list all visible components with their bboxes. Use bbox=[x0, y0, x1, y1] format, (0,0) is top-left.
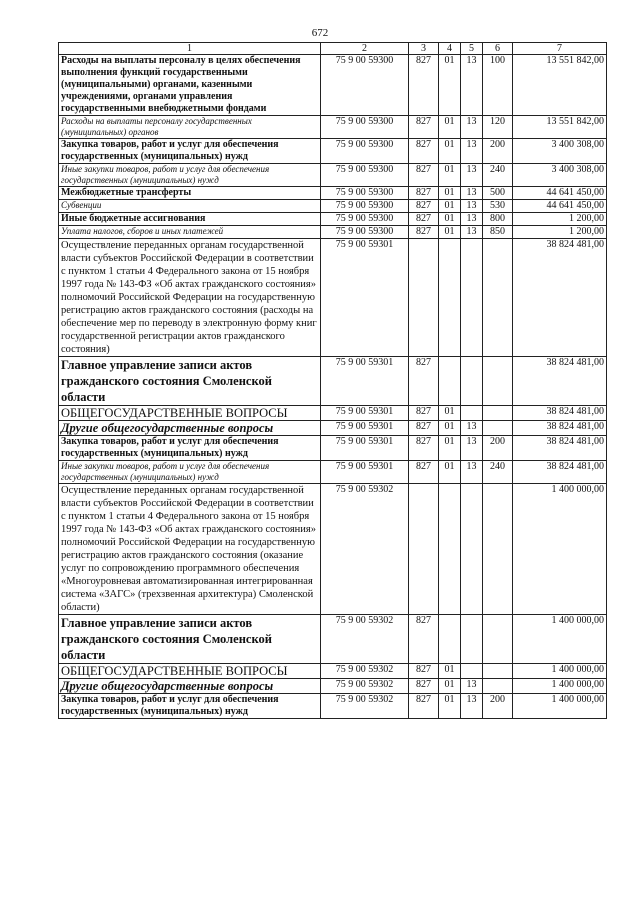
section-code-cell: 01 bbox=[439, 406, 461, 421]
table-row bbox=[59, 239, 607, 357]
budget-table bbox=[58, 42, 607, 719]
expense-type-cell: 120 bbox=[483, 116, 513, 139]
expense-name-cell: Главное управление записи актов гражданского состояния Смоленской области bbox=[59, 357, 321, 406]
subsection-code-cell: 13 bbox=[461, 116, 483, 139]
expense-name-cell: Главное управление записи актов гражданского состояния Смоленской области bbox=[59, 615, 321, 664]
table-row bbox=[59, 357, 607, 406]
expense-name-cell: Межбюджетные трансферты bbox=[59, 187, 321, 200]
expense-name-cell: ОБЩЕГОСУДАРСТВЕННЫЕ ВОПРОСЫ bbox=[59, 664, 321, 679]
section-code-cell: 01 bbox=[439, 461, 461, 484]
expense-name-cell: Иные закупки товаров, работ и услуг для обеспечения государственных (муниципальных) нужд bbox=[59, 164, 321, 187]
table-row bbox=[59, 164, 607, 187]
table-row bbox=[59, 436, 607, 461]
expense-name-cell: Осуществление переданных органам государственной власти субъектов Российской Федерации в соответствии с пунктом 1 статьи 4 Федерального закона от 15 ноября 1997 года № 143-ФЗ «Об актах гражданского состояния» полномочий Российской Федерации на государственную регистрацию актов гражданского состояния (расходы на обеспечение мер по переводу в электронную форму книг государственной регистрации актов гражданского состояния) bbox=[59, 239, 321, 357]
expense-type-cell bbox=[483, 357, 513, 406]
subsection-code-cell: 13 bbox=[461, 226, 483, 239]
department-code-cell: 827 bbox=[409, 421, 439, 436]
subsection-code-cell bbox=[461, 239, 483, 357]
amount-cell: 44 641 450,00 bbox=[513, 187, 607, 200]
section-code-cell: 01 bbox=[439, 164, 461, 187]
department-code-cell: 827 bbox=[409, 116, 439, 139]
expense-type-cell: 200 bbox=[483, 139, 513, 164]
section-code-cell: 01 bbox=[439, 55, 461, 116]
department-code-cell: 827 bbox=[409, 164, 439, 187]
column-header: 4 bbox=[439, 43, 461, 55]
amount-cell: 3 400 308,00 bbox=[513, 139, 607, 164]
expense-name-cell: ОБЩЕГОСУДАРСТВЕННЫЕ ВОПРОСЫ bbox=[59, 406, 321, 421]
table-row bbox=[59, 226, 607, 239]
amount-cell: 1 400 000,00 bbox=[513, 679, 607, 694]
table-header-row bbox=[59, 43, 607, 55]
target-code-cell: 75 9 00 59302 bbox=[321, 615, 409, 664]
department-code-cell: 827 bbox=[409, 55, 439, 116]
target-code-cell: 75 9 00 59300 bbox=[321, 213, 409, 226]
section-code-cell bbox=[439, 239, 461, 357]
department-code-cell: 827 bbox=[409, 200, 439, 213]
expense-type-cell bbox=[483, 421, 513, 436]
amount-cell: 1 400 000,00 bbox=[513, 694, 607, 719]
expense-type-cell: 240 bbox=[483, 461, 513, 484]
target-code-cell: 75 9 00 59302 bbox=[321, 679, 409, 694]
department-code-cell bbox=[409, 484, 439, 615]
section-code-cell: 01 bbox=[439, 226, 461, 239]
department-code-cell: 827 bbox=[409, 187, 439, 200]
section-code-cell: 01 bbox=[439, 664, 461, 679]
expense-type-cell: 200 bbox=[483, 436, 513, 461]
amount-cell: 44 641 450,00 bbox=[513, 200, 607, 213]
amount-cell: 1 400 000,00 bbox=[513, 484, 607, 615]
table-row bbox=[59, 406, 607, 421]
subsection-code-cell: 13 bbox=[461, 164, 483, 187]
target-code-cell: 75 9 00 59300 bbox=[321, 116, 409, 139]
page-number: 672 bbox=[311, 27, 329, 39]
table-row bbox=[59, 615, 607, 664]
amount-cell: 1 400 000,00 bbox=[513, 615, 607, 664]
section-code-cell: 01 bbox=[439, 213, 461, 226]
target-code-cell: 75 9 00 59302 bbox=[321, 484, 409, 615]
expense-type-cell bbox=[483, 679, 513, 694]
department-code-cell: 827 bbox=[409, 664, 439, 679]
subsection-code-cell: 13 bbox=[461, 436, 483, 461]
column-header: 7 bbox=[513, 43, 607, 55]
subsection-code-cell: 13 bbox=[461, 187, 483, 200]
target-code-cell: 75 9 00 59300 bbox=[321, 55, 409, 116]
department-code-cell bbox=[409, 239, 439, 357]
section-code-cell: 01 bbox=[439, 694, 461, 719]
department-code-cell: 827 bbox=[409, 226, 439, 239]
target-code-cell: 75 9 00 59301 bbox=[321, 421, 409, 436]
section-code-cell bbox=[439, 357, 461, 406]
table-row bbox=[59, 187, 607, 200]
expense-type-cell: 240 bbox=[483, 164, 513, 187]
section-code-cell: 01 bbox=[439, 139, 461, 164]
expense-type-cell bbox=[483, 615, 513, 664]
table-row bbox=[59, 694, 607, 719]
expense-name-cell: Осуществление переданных органам государственной власти субъектов Российской Федерации в соответствии с пунктом 1 статьи 4 Федерального закона от 15 ноября 1997 года № 143-ФЗ «Об актах гражданского состояния» полномочий Российской Федерации на государственную регистрацию актов гражданского состояния (оказание услуг по сопровождению программного обеспечения «Многоуровневая автоматизированная интегрированная система «ЗАГС» (трехзвенная архитектура) Смоленской области) bbox=[59, 484, 321, 615]
table-row bbox=[59, 679, 607, 694]
subsection-code-cell: 13 bbox=[461, 461, 483, 484]
expense-name-cell: Уплата налогов, сборов и иных платежей bbox=[59, 226, 321, 239]
expense-name-cell: Иные закупки товаров, работ и услуг для обеспечения государственных (муниципальных) нужд bbox=[59, 461, 321, 484]
expense-type-cell: 500 bbox=[483, 187, 513, 200]
subsection-code-cell: 13 bbox=[461, 200, 483, 213]
section-code-cell: 01 bbox=[439, 421, 461, 436]
expense-type-cell: 530 bbox=[483, 200, 513, 213]
subsection-code-cell: 13 bbox=[461, 55, 483, 116]
amount-cell: 38 824 481,00 bbox=[513, 436, 607, 461]
expense-type-cell bbox=[483, 406, 513, 421]
table-row bbox=[59, 484, 607, 615]
department-code-cell: 827 bbox=[409, 679, 439, 694]
department-code-cell: 827 bbox=[409, 406, 439, 421]
subsection-code-cell: 13 bbox=[461, 139, 483, 164]
target-code-cell: 75 9 00 59301 bbox=[321, 406, 409, 421]
table-row bbox=[59, 139, 607, 164]
amount-cell: 3 400 308,00 bbox=[513, 164, 607, 187]
amount-cell: 13 551 842,00 bbox=[513, 55, 607, 116]
expense-type-cell bbox=[483, 664, 513, 679]
subsection-code-cell: 13 bbox=[461, 679, 483, 694]
subsection-code-cell bbox=[461, 406, 483, 421]
target-code-cell: 75 9 00 59300 bbox=[321, 164, 409, 187]
subsection-code-cell bbox=[461, 664, 483, 679]
column-header: 3 bbox=[409, 43, 439, 55]
expense-type-cell bbox=[483, 484, 513, 615]
department-code-cell: 827 bbox=[409, 461, 439, 484]
expense-name-cell: Закупка товаров, работ и услуг для обеспечения государственных (муниципальных) нужд bbox=[59, 139, 321, 164]
column-header: 6 bbox=[483, 43, 513, 55]
table-row bbox=[59, 55, 607, 116]
section-code-cell bbox=[439, 615, 461, 664]
target-code-cell: 75 9 00 59301 bbox=[321, 239, 409, 357]
department-code-cell: 827 bbox=[409, 694, 439, 719]
target-code-cell: 75 9 00 59300 bbox=[321, 139, 409, 164]
subsection-code-cell: 13 bbox=[461, 421, 483, 436]
subsection-code-cell bbox=[461, 357, 483, 406]
subsection-code-cell: 13 bbox=[461, 213, 483, 226]
amount-cell: 38 824 481,00 bbox=[513, 357, 607, 406]
target-code-cell: 75 9 00 59302 bbox=[321, 694, 409, 719]
section-code-cell: 01 bbox=[439, 436, 461, 461]
target-code-cell: 75 9 00 59301 bbox=[321, 436, 409, 461]
expense-name-cell: Субвенции bbox=[59, 200, 321, 213]
target-code-cell: 75 9 00 59300 bbox=[321, 226, 409, 239]
amount-cell: 38 824 481,00 bbox=[513, 421, 607, 436]
table-row bbox=[59, 461, 607, 484]
table-row bbox=[59, 200, 607, 213]
target-code-cell: 75 9 00 59302 bbox=[321, 664, 409, 679]
amount-cell: 13 551 842,00 bbox=[513, 116, 607, 139]
target-code-cell: 75 9 00 59300 bbox=[321, 200, 409, 213]
amount-cell: 38 824 481,00 bbox=[513, 239, 607, 357]
subsection-code-cell: 13 bbox=[461, 694, 483, 719]
expense-name-cell: Другие общегосударственные вопросы bbox=[59, 421, 321, 436]
expense-type-cell: 800 bbox=[483, 213, 513, 226]
column-header: 5 bbox=[461, 43, 483, 55]
expense-name-cell: Закупка товаров, работ и услуг для обеспечения государственных (муниципальных) нужд bbox=[59, 436, 321, 461]
table-row bbox=[59, 421, 607, 436]
table-row bbox=[59, 213, 607, 226]
section-code-cell: 01 bbox=[439, 187, 461, 200]
expense-name-cell: Расходы на выплаты персоналу государственных (муниципальных) органов bbox=[59, 116, 321, 139]
expense-name-cell: Расходы на выплаты персоналу в целях обеспечения выполнения функций государственными (муниципальными) органами, казенными учреждениями, органами управления государственными внебюджетными фондами bbox=[59, 55, 321, 116]
subsection-code-cell bbox=[461, 615, 483, 664]
expense-type-cell bbox=[483, 239, 513, 357]
expense-type-cell: 850 bbox=[483, 226, 513, 239]
amount-cell: 1 400 000,00 bbox=[513, 664, 607, 679]
target-code-cell: 75 9 00 59301 bbox=[321, 357, 409, 406]
column-header: 1 bbox=[59, 43, 321, 55]
expense-name-cell: Закупка товаров, работ и услуг для обеспечения государственных (муниципальных) нужд bbox=[59, 694, 321, 719]
expense-type-cell: 200 bbox=[483, 694, 513, 719]
department-code-cell: 827 bbox=[409, 357, 439, 406]
expense-name-cell: Другие общегосударственные вопросы bbox=[59, 679, 321, 694]
expense-type-cell: 100 bbox=[483, 55, 513, 116]
amount-cell: 1 200,00 bbox=[513, 226, 607, 239]
section-code-cell bbox=[439, 484, 461, 615]
section-code-cell: 01 bbox=[439, 679, 461, 694]
expense-name-cell: Иные бюджетные ассигнования bbox=[59, 213, 321, 226]
amount-cell: 1 200,00 bbox=[513, 213, 607, 226]
section-code-cell: 01 bbox=[439, 200, 461, 213]
amount-cell: 38 824 481,00 bbox=[513, 461, 607, 484]
section-code-cell: 01 bbox=[439, 116, 461, 139]
department-code-cell: 827 bbox=[409, 615, 439, 664]
table-row bbox=[59, 116, 607, 139]
table-row bbox=[59, 664, 607, 679]
department-code-cell: 827 bbox=[409, 213, 439, 226]
department-code-cell: 827 bbox=[409, 139, 439, 164]
target-code-cell: 75 9 00 59301 bbox=[321, 461, 409, 484]
target-code-cell: 75 9 00 59300 bbox=[321, 187, 409, 200]
column-header: 2 bbox=[321, 43, 409, 55]
department-code-cell: 827 bbox=[409, 436, 439, 461]
subsection-code-cell bbox=[461, 484, 483, 615]
amount-cell: 38 824 481,00 bbox=[513, 406, 607, 421]
